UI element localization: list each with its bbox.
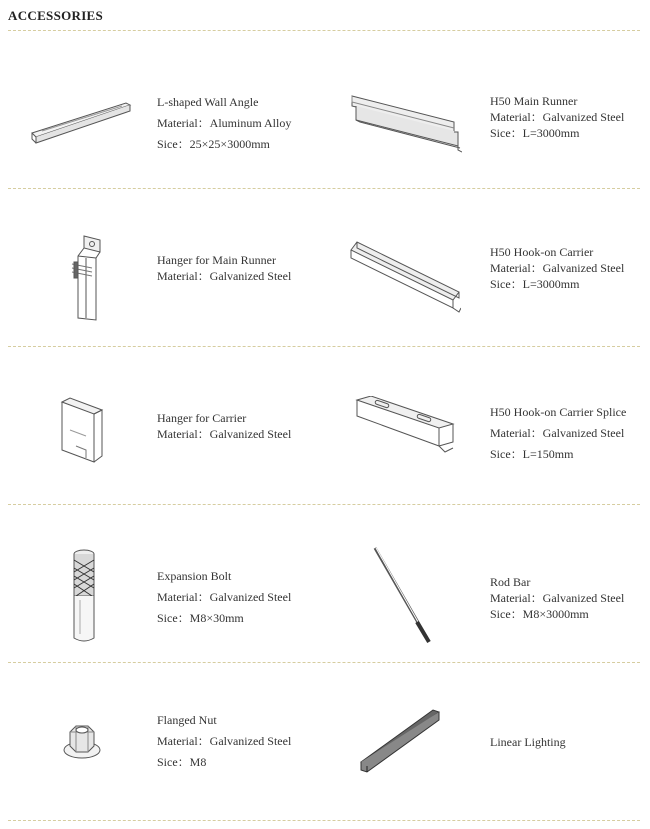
product-info: [157, 410, 291, 442]
divider: [8, 820, 640, 821]
flanged-nut-icon: [62, 722, 102, 760]
product-material: Material：Galvanized Steel: [157, 427, 292, 441]
product-name: L-shaped Wall Angle: [157, 95, 259, 109]
product-material: Material：Galvanized Steel: [157, 734, 292, 748]
product-item-rod-bar: [325, 504, 650, 662]
product-info: [157, 568, 291, 631]
linear-light-icon: [359, 708, 443, 774]
product-row: [0, 30, 650, 188]
product-material: Material：Galvanized Steel: [490, 261, 625, 275]
product-material: Material：Galvanized Steel: [157, 590, 292, 604]
product-info: [157, 94, 291, 157]
product-name: H50 Hook-on Carrier Splice: [490, 405, 627, 419]
product-info: [490, 244, 624, 292]
product-item-wall-angle: [0, 30, 325, 188]
product-item-expansion-bolt: [0, 504, 325, 662]
product-size: Sice：M8: [157, 755, 207, 769]
expansion-bolt-icon: [68, 548, 100, 644]
product-info: [490, 574, 624, 622]
product-row: [0, 188, 650, 346]
product-material: Material：Aluminum Alloy: [157, 116, 292, 130]
carrier-hanger-icon: [56, 396, 106, 466]
product-item-carrier-hanger: [0, 346, 325, 504]
wall-angle-icon: [30, 95, 132, 145]
product-name: H50 Main Runner: [490, 94, 578, 108]
product-info: [490, 404, 626, 467]
carrier-splice-icon: [353, 396, 455, 456]
product-size: Sice：L=150mm: [490, 447, 574, 461]
product-material: Material：Galvanized Steel: [490, 426, 625, 440]
product-name: Hanger for Main Runner: [157, 253, 276, 267]
product-size: Sice：M8×30mm: [157, 611, 244, 625]
product-info: [157, 712, 291, 775]
product-row: [0, 662, 650, 820]
hook-on-carrier-icon: [349, 238, 461, 314]
main-runner-icon: [350, 92, 462, 154]
product-material: Material：Galvanized Steel: [490, 110, 625, 124]
product-info: [157, 252, 291, 284]
product-name: Linear Lighting: [490, 735, 566, 749]
product-item-runner-hanger: [0, 188, 325, 346]
product-size: Sice：L=3000mm: [490, 277, 580, 291]
runner-hanger-icon: [66, 234, 106, 322]
product-size: Sice：L=3000mm: [490, 126, 580, 140]
product-item-main-runner: [325, 30, 650, 188]
product-row: [0, 504, 650, 662]
product-name: Rod Bar: [490, 575, 531, 589]
product-item-linear-lighting: [325, 662, 650, 820]
page-title: ACCESSORIES: [8, 8, 104, 23]
product-item-hook-on-carrier: [325, 188, 650, 346]
product-name: Flanged Nut: [157, 713, 217, 727]
product-info: [490, 734, 566, 750]
product-item-flanged-nut: [0, 662, 325, 820]
product-size: Sice：25×25×3000mm: [157, 137, 270, 151]
product-name: Expansion Bolt: [157, 569, 232, 583]
product-name: H50 Hook-on Carrier: [490, 245, 594, 259]
product-row: [0, 346, 650, 504]
product-info: [490, 93, 624, 141]
rod-bar-icon: [371, 546, 435, 646]
product-item-carrier-splice: [325, 346, 650, 504]
product-size: Sice：M8×3000mm: [490, 607, 589, 621]
product-material: Material：Galvanized Steel: [157, 269, 292, 283]
product-name: Hanger for Carrier: [157, 411, 247, 425]
product-material: Material：Galvanized Steel: [490, 591, 625, 605]
